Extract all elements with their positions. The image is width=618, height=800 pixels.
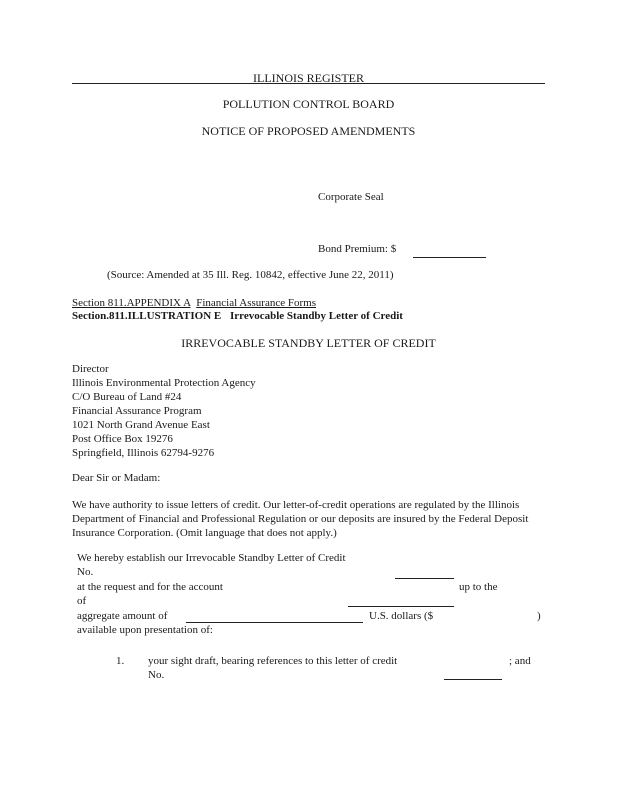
address-line: C/O Bureau of Land #24 bbox=[72, 391, 182, 403]
bond-premium-label: Bond Premium: $ bbox=[318, 243, 397, 255]
intro-paragraph: We have authority to issue letters of credit. Our letter-of-credit operations are regulated by the Illinois Department of Financial and Professional Regulation or our deposits are insured by the Federal Deposit Insurance Corporation. (Omit language that does not apply.) bbox=[72, 499, 529, 539]
register-title: ILLINOIS REGISTER bbox=[253, 71, 364, 85]
letter-no-label: No. bbox=[77, 566, 94, 578]
salutation: Dear Sir or Madam: bbox=[72, 472, 161, 484]
letter-no-blank bbox=[395, 578, 454, 579]
illustration-title: Irrevocable Standby Letter of Credit bbox=[230, 310, 403, 322]
of-label: of bbox=[77, 595, 87, 607]
dollars-label: U.S. dollars ($ bbox=[369, 610, 434, 622]
list-item-no-label: No. bbox=[148, 669, 165, 681]
address-line: Financial Assurance Program bbox=[72, 405, 202, 417]
address-line: Post Office Box 19276 bbox=[72, 433, 173, 445]
address-block bbox=[72, 362, 256, 460]
establish-line1: We hereby establish our Irrevocable Standby Letter of Credit bbox=[77, 552, 346, 564]
address-line: 1021 North Grand Avenue East bbox=[72, 419, 210, 431]
account-blank bbox=[348, 606, 454, 607]
dollars-close-paren: ) bbox=[537, 610, 541, 622]
list-item-number: 1. bbox=[116, 655, 125, 667]
board-title: POLLUTION CONTROL BOARD bbox=[222, 97, 395, 111]
illustration-number: Section.811.ILLUSTRATION E bbox=[72, 310, 222, 322]
illustration-heading bbox=[72, 309, 403, 323]
available-label: available upon presentation of: bbox=[77, 624, 213, 636]
appendix-number: Section 811.APPENDIX A bbox=[72, 297, 191, 309]
up-to-label: up to the bbox=[459, 581, 498, 593]
aggregate-label: aggregate amount of bbox=[77, 610, 168, 622]
source-note: (Source: Amended at 35 Ill. Reg. 10842, effective June 22, 2011) bbox=[107, 269, 394, 281]
request-label: at the request and for the account bbox=[77, 581, 223, 593]
form-title: IRREVOCABLE STANDBY LETTER OF CREDIT bbox=[181, 336, 436, 350]
notice-title: NOTICE OF PROPOSED AMENDMENTS bbox=[201, 124, 416, 138]
corporate-seal-label: Corporate Seal bbox=[318, 191, 384, 203]
address-line: Springfield, Illinois 62794-9276 bbox=[72, 447, 215, 459]
address-line: Illinois Environmental Protection Agency bbox=[72, 377, 256, 389]
list-item-text: your sight draft, bearing references to this letter of credit bbox=[148, 655, 398, 667]
list-item-and: ; and bbox=[509, 655, 531, 667]
address-line: Director bbox=[72, 363, 109, 375]
bond-premium-blank bbox=[413, 257, 486, 258]
appendix-heading bbox=[72, 296, 316, 310]
list-item-no-blank bbox=[444, 679, 502, 680]
appendix-title: Financial Assurance Forms bbox=[196, 297, 316, 309]
